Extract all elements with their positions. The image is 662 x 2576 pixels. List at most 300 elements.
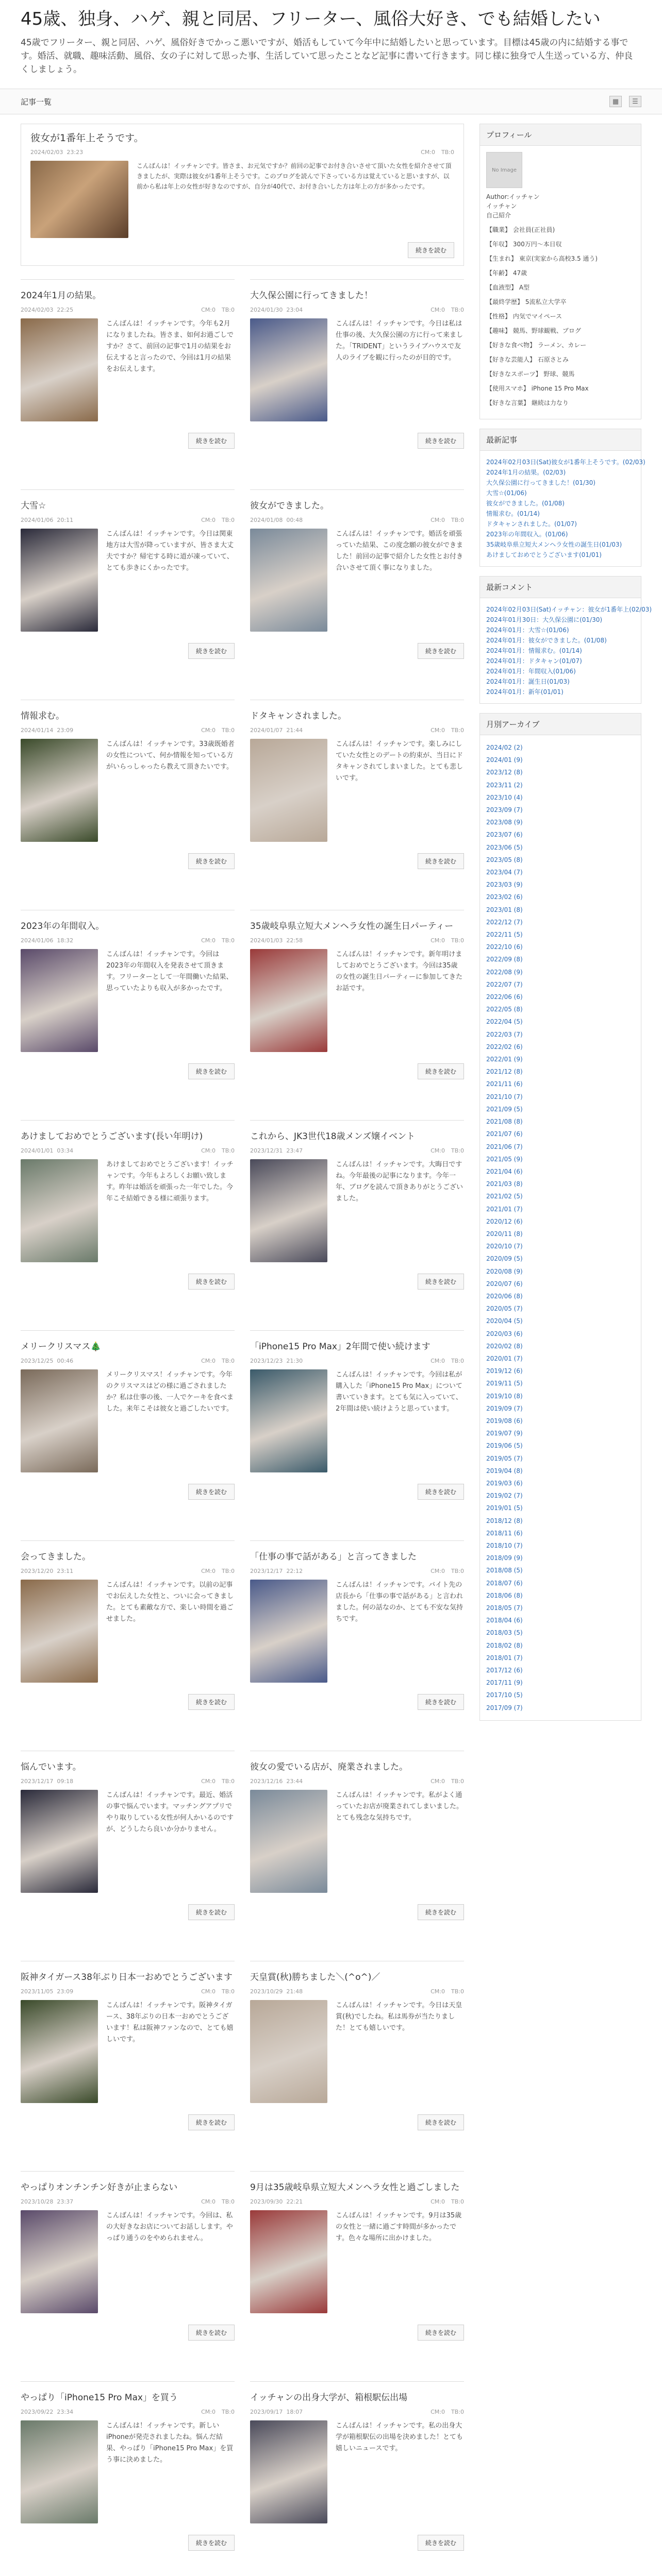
post-date: 2023/12/17 22:12 xyxy=(250,1568,303,1574)
comment-count[interactable]: CM:0 xyxy=(431,1988,445,1995)
archives-link[interactable]: 2019/01 (5) xyxy=(486,1504,523,1512)
archives-link[interactable]: 2022/10 (6) xyxy=(486,943,523,951)
post-title[interactable]: 35歳岐阜県立短大メンヘラ女性の誕生日パーティー xyxy=(250,921,454,931)
archives-link[interactable]: 2019/11 (5) xyxy=(486,1380,523,1387)
post-excerpt: こんばんは！イッチャンです。今回は私が購入した「iPhone15 Pro Max」について書いていきます。とても気に入っていて、2年間は使い続けようと思っています。 xyxy=(336,1371,462,1413)
recent-comments-link[interactable]: 2024年01月：情報求む。(01/14) xyxy=(486,647,582,654)
widget-title: プロフィール xyxy=(480,124,641,146)
archives-link[interactable]: 2023/12 (8) xyxy=(486,769,523,776)
recent-comments-link[interactable]: 2024年01月30日：大久保公園に(01/30) xyxy=(486,616,603,623)
post-thumbnail[interactable] xyxy=(250,1369,327,1472)
post-thumbnail[interactable] xyxy=(21,1369,98,1472)
trackback-count[interactable]: TB:0 xyxy=(222,1988,235,1995)
recent-comments-link[interactable]: 2024年01月：年間収入(01/06) xyxy=(486,668,576,675)
read-more-button[interactable]: 続きを読む xyxy=(418,1063,464,1079)
archives-link[interactable]: 2017/10 (5) xyxy=(486,1691,523,1699)
post-excerpt: こんばんは！イッチャンです。新しいiPhoneが発売されましたね。悩んだ結果、やっぱり「iPhone15 Pro Max」を買う事に決めました。 xyxy=(106,2422,234,2464)
recent-posts-link[interactable]: 2024年1月の結果。(02/03) xyxy=(486,469,566,476)
post-thumbnail[interactable] xyxy=(250,2420,327,2523)
post-date: 2023/12/25 00:46 xyxy=(21,1358,74,1364)
trackback-count[interactable]: TB:0 xyxy=(441,149,454,156)
comment-count[interactable]: CM:0 xyxy=(431,307,445,313)
post-date: 2023/09/17 18:07 xyxy=(250,2409,303,2415)
recent-posts-link[interactable]: 彼女ができました。(01/08) xyxy=(486,500,565,507)
post-thumbnail[interactable] xyxy=(21,1790,98,1893)
read-more-button[interactable]: 続きを読む xyxy=(418,433,464,449)
read-more-button[interactable]: 続きを読む xyxy=(188,2325,235,2341)
read-more-button[interactable]: 続きを読む xyxy=(418,1694,464,1710)
post-title[interactable]: 悩んでいます。 xyxy=(21,1762,81,1772)
read-more-button[interactable]: 続きを読む xyxy=(188,1063,235,1079)
comment-count[interactable]: CM:0 xyxy=(201,517,216,523)
post-title[interactable]: 大雪☆ xyxy=(21,501,46,511)
recent-posts-link[interactable]: あけましておめでとうございます(01/01) xyxy=(486,551,602,558)
recent-posts-link[interactable]: 2023年の年間収入。(01/06) xyxy=(486,531,568,538)
post-date: 2024/01/06 20:11 xyxy=(21,517,74,523)
post-thumbnail[interactable] xyxy=(21,529,98,632)
archives-link[interactable]: 2017/11 (9) xyxy=(486,1679,523,1687)
archives-link[interactable]: 2022/03 (7) xyxy=(486,1030,523,1038)
comment-count[interactable]: CM:0 xyxy=(431,1568,445,1574)
archives-link[interactable]: 2020/04 (5) xyxy=(486,1317,523,1325)
archives-link[interactable]: 2022/06 (6) xyxy=(486,993,523,1001)
archives-link[interactable]: 2018/01 (7) xyxy=(486,1654,523,1662)
archives-link[interactable]: 2021/01 (7) xyxy=(486,1205,523,1213)
archives-link[interactable]: 2024/02 (2) xyxy=(486,744,523,751)
post-title[interactable]: 天皇賞(秋)勝ちました＼(^o^)／ xyxy=(250,1972,380,1982)
grid-icon[interactable]: ▦ xyxy=(609,96,622,107)
read-more-button[interactable]: 続きを読む xyxy=(418,1274,464,1290)
read-more-button[interactable]: 続きを読む xyxy=(188,1694,235,1710)
post-excerpt: こんばんは！イッチャンです。婚活を頑張っていた結果、この度念願の彼女ができました！前回の記事で紹介した女性とお付き合いさせて頂く事になりました。 xyxy=(336,530,464,572)
comment-count[interactable]: CM:0 xyxy=(201,1147,216,1154)
post-excerpt: こんばんは！イッチャンです。大晦日ですね。今年最後の記事になります。今年一年、ブログを読んで頂きありがとうございました。 xyxy=(336,1161,464,1202)
archives-link[interactable]: 2018/03 (5) xyxy=(486,1629,523,1637)
post-card xyxy=(21,1120,235,1330)
recent-posts-link[interactable]: 大雪☆(01/06) xyxy=(486,489,527,497)
trackback-count[interactable]: TB:0 xyxy=(451,2409,464,2415)
trackback-count[interactable]: TB:0 xyxy=(451,307,464,313)
post-title[interactable]: あけましておめでとうございます(長い年明け) xyxy=(21,1131,203,1142)
archives-link[interactable]: 2020/01 (7) xyxy=(486,1354,523,1362)
post-date: 2023/12/20 23:11 xyxy=(21,1568,74,1574)
comment-count[interactable]: CM:0 xyxy=(431,2198,445,2205)
post-thumbnail[interactable] xyxy=(21,739,98,842)
archives-link[interactable]: 2021/03 (8) xyxy=(486,1180,523,1188)
archives-link[interactable]: 2020/05 (7) xyxy=(486,1305,523,1313)
post-meta xyxy=(21,307,235,313)
archives-link[interactable]: 2019/03 (6) xyxy=(486,1479,523,1487)
read-more-button[interactable]: 続きを読む xyxy=(188,853,235,869)
comment-count[interactable]: CM:0 xyxy=(431,727,445,734)
post-thumbnail[interactable] xyxy=(250,1790,327,1893)
content-wrap xyxy=(0,114,662,2576)
post-meta xyxy=(21,727,235,734)
archives-link[interactable]: 2023/03 (9) xyxy=(486,881,523,889)
post-thumbnail[interactable] xyxy=(21,1159,98,1262)
archives-link[interactable]: 2020/10 (7) xyxy=(486,1243,523,1250)
archives-link[interactable]: 2024/01 (9) xyxy=(486,756,523,764)
recent-comments-link[interactable]: 2024年01月：誕生日(01/03) xyxy=(486,678,570,685)
archives-link[interactable]: 2018/04 (6) xyxy=(486,1617,523,1624)
post-thumbnail[interactable] xyxy=(250,318,327,421)
post-card xyxy=(21,2381,235,2576)
recent-comments-link[interactable]: 2024年01月：大雪☆(01/06) xyxy=(486,626,569,634)
recent-comments-link[interactable]: 2024年01月：ドタキャン(01/07) xyxy=(486,657,582,665)
archives-link[interactable]: 2020/06 (8) xyxy=(486,1292,523,1300)
post-date: 2023/10/28 23:37 xyxy=(21,2198,74,2205)
view-toggle xyxy=(609,96,641,107)
site-description: 45歳でフリーター、親と同居、ハゲ、風俗好きでかっこ悪いですが、婚活もしていて今年中に結婚したいと思っています。目標は45歳の内に結婚する事です。婚活、就職、趣味活動、風俗、女の子に対して思った事、生活していて思ったことなど記事に書いて行きます。同じ様に独身で人生送っている方、仲良くしましょう。 xyxy=(21,38,633,75)
read-more-button[interactable]: 続きを読む xyxy=(188,1274,235,1290)
comment-count[interactable]: CM:0 xyxy=(431,517,445,523)
post-card xyxy=(21,279,235,489)
post-excerpt: こんばんは！イッチャンです。今日は関東地方は大雪が降っていますが、皆さま大丈夫ですか？帰宅する時に道が凍っていて、とても歩きにくかったです。 xyxy=(106,530,234,572)
comment-count[interactable]: CM:0 xyxy=(431,2409,445,2415)
featured-title[interactable]: 彼女が1番年上そうです。 xyxy=(30,132,144,144)
archives-link[interactable]: 2023/10 (4) xyxy=(486,793,523,801)
archives-link[interactable]: 2019/12 (6) xyxy=(486,1367,523,1375)
trackback-count[interactable]: TB:0 xyxy=(451,2198,464,2205)
archives-link[interactable]: 2023/04 (7) xyxy=(486,869,523,876)
archives-link[interactable]: 2021/06 (7) xyxy=(486,1143,523,1150)
post-excerpt: こんばんは！イッチャンです。私の出身大学が箱根駅伝の出場を決めました！とても嬉しいニュースです。 xyxy=(336,2422,464,2452)
archives-link[interactable]: 2018/12 (8) xyxy=(486,1517,523,1524)
recent-posts-link[interactable]: ドタキャンされました。(01/07) xyxy=(486,520,577,528)
archives-link[interactable]: 2019/10 (8) xyxy=(486,1392,523,1400)
comment-count[interactable]: CM:0 xyxy=(201,2409,216,2415)
profile-line: 【好きなスポーツ】 野球、競馬 xyxy=(486,370,575,378)
post-title[interactable]: やっぱり「iPhone15 Pro Max」を買う xyxy=(21,2393,178,2403)
trackback-count[interactable]: TB:0 xyxy=(451,1988,464,1995)
site-title[interactable]: 45歳、独身、ハゲ、親と同居、フリーター、風俗大好き、でも結婚したい xyxy=(21,9,601,29)
post-title[interactable]: 情報求む。 xyxy=(21,711,64,721)
read-more-button[interactable]: 続きを読む xyxy=(188,433,235,449)
archives-link[interactable]: 2019/07 (9) xyxy=(486,1430,523,1437)
archives-link[interactable]: 2021/02 (5) xyxy=(486,1193,523,1200)
post-title[interactable]: 阪神タイガース38年ぶり日本一おめでとうございます xyxy=(21,1972,233,1982)
navbar xyxy=(0,89,662,114)
post-meta xyxy=(250,307,464,313)
post-date: 2024/01/06 18:32 xyxy=(21,937,74,944)
post-excerpt: こんばんは！イッチャンです。私がよく通っていたお店が廃業されてしまいました。とても残念な気持ちです。 xyxy=(336,1791,464,1822)
recent-comments-link[interactable]: 2024年02月03日(Sat)イッチャン：彼女が1番年上(02/03) xyxy=(486,606,652,613)
archives-link[interactable]: 2021/07 (6) xyxy=(486,1130,523,1138)
post-thumbnail[interactable] xyxy=(250,529,327,632)
avatar: No Image xyxy=(486,152,522,188)
post-excerpt: こんばんは！イッチャンです。今日は私は仕事の後、大久保公園の方に行って来ました。「TRIDENT」というライブハウスで友人のライブを観に行ったのが目的です。 xyxy=(336,320,464,362)
post-meta xyxy=(21,1778,235,1785)
archives-link[interactable]: 2022/09 (8) xyxy=(486,956,523,963)
comment-count[interactable]: CM:0 xyxy=(201,937,216,944)
archives-link[interactable]: 2022/05 (8) xyxy=(486,1006,523,1013)
post-excerpt: こんばんは！イッチャンです。最近、婚活の事で悩んでいます。マッチングアプリでやり取りしている女性が何人かいるのですが、どうしたら良いか分かりません。 xyxy=(106,1791,234,1833)
trackback-count[interactable]: TB:0 xyxy=(222,1358,235,1364)
comment-count[interactable]: CM:0 xyxy=(201,1568,216,1574)
post-card xyxy=(250,279,464,489)
archives-link[interactable]: 2017/09 (7) xyxy=(486,1704,523,1711)
post-thumbnail[interactable] xyxy=(21,2000,98,2103)
post-thumbnail[interactable] xyxy=(250,949,327,1052)
archives-link[interactable]: 2019/04 (8) xyxy=(486,1467,523,1475)
post-thumbnail[interactable] xyxy=(250,2210,327,2313)
post-date: 2023/12/31 23:47 xyxy=(250,1147,303,1154)
post-date: 2024/01/07 21:44 xyxy=(250,727,303,734)
archives-link[interactable]: 2020/02 (8) xyxy=(486,1342,523,1350)
read-more-button[interactable]: 続きを読む xyxy=(418,2535,464,2551)
archives-link[interactable]: 2018/06 (8) xyxy=(486,1591,523,1599)
post-thumbnail[interactable] xyxy=(21,2210,98,2313)
read-more-button[interactable]: 続きを読む xyxy=(188,1484,235,1500)
archives-link[interactable]: 2018/09 (9) xyxy=(486,1554,523,1562)
trackback-count[interactable]: TB:0 xyxy=(222,2409,235,2415)
post-meta xyxy=(250,2198,464,2205)
post-excerpt: あけましておめでとうございます！イッチャンです。今年もよろしくお願い致します。昨年は婚活を頑張った一年でした。今年こそ結婚できる様に頑張ります。 xyxy=(106,1161,234,1202)
read-more-button[interactable]: 続きを読む xyxy=(418,643,464,659)
archives-link[interactable]: 2018/08 (5) xyxy=(486,1567,523,1574)
archives-link[interactable]: 2022/12 (7) xyxy=(486,918,523,926)
trackback-count[interactable]: TB:0 xyxy=(451,937,464,944)
post-title[interactable]: 彼女ができました。 xyxy=(250,501,329,511)
archives-link[interactable]: 2023/09 (7) xyxy=(486,806,523,814)
recent-posts-widget xyxy=(479,429,646,567)
post-excerpt: メリークリスマス！イッチャンです。今年のクリスマスはどの様に過ごされましたか？私は仕事の後、一人でケーキを食べました。来年こそは彼女と過ごしたいです。 xyxy=(106,1371,234,1413)
recent-comments-widget xyxy=(479,576,652,704)
profile-line: Author:イッチャン イッチャン 自己紹介 xyxy=(486,193,540,219)
recent-posts-link[interactable]: 2024年02月03日(Sat)彼女が1番年上そうです。(02/03) xyxy=(486,459,646,466)
post-meta xyxy=(250,1147,464,1154)
post-date: 2023/12/16 23:44 xyxy=(250,1778,303,1785)
post-title[interactable]: 「iPhone15 Pro Max」2年間で使い続けます xyxy=(250,1342,431,1352)
widget-title: 月別アーカイブ xyxy=(480,714,641,735)
comment-count[interactable]: CM:0 xyxy=(201,1988,216,1995)
archives-link[interactable]: 2021/09 (5) xyxy=(486,1105,523,1113)
archives-link[interactable]: 2021/10 (7) xyxy=(486,1093,523,1100)
post-title[interactable]: 2023年の年間収入。 xyxy=(21,921,105,931)
comment-count[interactable]: CM:0 xyxy=(201,1358,216,1364)
archives-link[interactable]: 2020/12 (6) xyxy=(486,1217,523,1225)
archives-link[interactable]: 2021/12 (8) xyxy=(486,1068,523,1076)
read-more-button[interactable]: 続きを読む xyxy=(188,2535,235,2551)
recent-posts-link[interactable]: 大久保公園に行ってきました！(01/30) xyxy=(486,479,595,486)
archives-link[interactable]: 2018/11 (6) xyxy=(486,1529,523,1537)
post-date: 2023/10/29 21:48 xyxy=(250,1988,303,1995)
articles-link[interactable]: 記事一覧 xyxy=(21,97,52,107)
archives-link[interactable]: 2021/11 (6) xyxy=(486,1080,523,1088)
recent-comments-link[interactable]: 2024年01月：新年(01/01) xyxy=(486,688,564,696)
archives-link[interactable]: 2020/07 (6) xyxy=(486,1280,523,1287)
trackback-count[interactable]: TB:0 xyxy=(222,2198,235,2205)
comment-count[interactable]: CM:0 xyxy=(201,727,216,734)
post-date: 2024/01/01 03:34 xyxy=(21,1147,74,1154)
main-column xyxy=(21,124,464,2576)
profile-line: 【生まれ】 東京(実家から高校3.5 通う) xyxy=(486,255,598,262)
post-title[interactable]: 2024年1月の結果。 xyxy=(21,291,102,301)
post-card xyxy=(21,489,235,700)
post-excerpt: こんばんは！イッチャンです。新年明けましておめでとうございます。今回は35歳の女性の誕生日パーティーに参加してきたお話です。 xyxy=(336,951,462,992)
post-meta xyxy=(250,1568,464,1574)
archives-link[interactable]: 2023/05 (8) xyxy=(486,856,523,863)
post-grid xyxy=(21,279,464,2576)
post-title[interactable]: 会ってきました。 xyxy=(21,1552,91,1562)
post-card xyxy=(21,1330,235,1540)
archives-link[interactable]: 2022/04 (5) xyxy=(486,1018,523,1026)
post-meta xyxy=(250,1358,464,1364)
post-title[interactable]: 大久保公園に行ってきました！ xyxy=(250,291,373,301)
recent-posts-link[interactable]: 35歳岐阜県立短大メンヘラ女性の誕生日(01/03) xyxy=(486,541,622,548)
archives-link[interactable]: 2018/02 (8) xyxy=(486,1641,523,1649)
post-title[interactable]: イッチャンの出身大学が、箱根駅伝出場 xyxy=(250,2393,408,2403)
archives-link[interactable]: 2020/09 (5) xyxy=(486,1255,523,1263)
post-date: 2023/09/22 23:34 xyxy=(21,2409,74,2415)
archives-link[interactable]: 2023/01 (8) xyxy=(486,906,523,913)
post-thumbnail[interactable] xyxy=(21,2420,98,2523)
post-card xyxy=(250,1540,464,1751)
post-meta xyxy=(21,517,235,523)
archives-link[interactable]: 2019/02 (7) xyxy=(486,1492,523,1500)
archives-link[interactable]: 2019/09 (7) xyxy=(486,1404,523,1412)
archives-link[interactable]: 2020/08 (9) xyxy=(486,1267,523,1275)
post-excerpt: こんばんは！イッチャンです。阪神タイガース、38年ぶりの日本一おめでとうございます！私は阪神ファンなので、とても嬉しいです。 xyxy=(106,2002,234,2043)
post-thumbnail[interactable] xyxy=(250,2000,327,2103)
read-more-button[interactable]: 続きを読む xyxy=(408,242,454,258)
archives-link[interactable]: 2021/05 (9) xyxy=(486,1155,523,1163)
read-more-button[interactable]: 続きを読む xyxy=(418,1904,464,1920)
comment-count[interactable]: CM:0 xyxy=(201,307,216,313)
post-excerpt: こんばんは！イッチャンです。楽しみにしていた女性とのデートの約束が、当日にドタキャンされてしまいました。とても悲しいです。 xyxy=(336,740,464,782)
archives-link[interactable]: 2022/01 (9) xyxy=(486,1056,523,1063)
post-title[interactable]: これから、JK3世代18歳メンズ嬢イベント xyxy=(250,1131,416,1142)
archives-link[interactable]: 2019/08 (6) xyxy=(486,1417,523,1425)
post-date: 2024/02/03 22:25 xyxy=(21,307,74,313)
trackback-count[interactable]: TB:0 xyxy=(222,1147,235,1154)
post-card xyxy=(250,1330,464,1540)
post-card xyxy=(21,1751,235,1961)
post-excerpt: こんばんは！イッチャンです。今回は、私の大好きなお店についてお話しします。やっぱり通うのをやめられません。 xyxy=(106,2212,233,2242)
archives-link[interactable]: 2023/07 (6) xyxy=(486,831,523,839)
archives-link[interactable]: 2023/06 (5) xyxy=(486,843,523,851)
comment-count[interactable]: CM:0 xyxy=(201,1778,216,1785)
archives-link[interactable]: 2020/11 (8) xyxy=(486,1230,523,1238)
post-meta xyxy=(21,2409,235,2415)
post-excerpt: こんばんは！イッチャンです。以前の記事でお伝えした女性と、ついに会ってきました。とても素敵な方で、楽しい時間を過ごせました。 xyxy=(106,1581,234,1623)
comment-count[interactable]: CM:0 xyxy=(431,1778,445,1785)
read-more-button[interactable]: 続きを読む xyxy=(188,2114,235,2130)
archives-link[interactable]: 2018/05 (7) xyxy=(486,1604,523,1612)
post-title[interactable]: 彼女の愛でいる店が、廃業されました。 xyxy=(250,1762,408,1772)
archives-link[interactable]: 2023/11 (2) xyxy=(486,781,523,789)
archives-link[interactable]: 2022/11 (5) xyxy=(486,931,523,939)
recent-comments-link[interactable]: 2024年01月：彼女ができました。(01/08) xyxy=(486,637,607,644)
trackback-count[interactable]: TB:0 xyxy=(451,1778,464,1785)
read-more-button[interactable]: 続きを読む xyxy=(188,643,235,659)
post-title[interactable]: やっぱりオンチンチン好きが止まらない xyxy=(21,2182,178,2193)
trackback-count[interactable]: TB:0 xyxy=(222,307,235,313)
post-meta xyxy=(21,2198,235,2205)
list-icon[interactable]: ☰ xyxy=(629,96,641,107)
trackback-count[interactable]: TB:0 xyxy=(451,1147,464,1154)
profile-line: 【使用スマホ】 iPhone 15 Pro Max xyxy=(486,385,589,392)
post-thumbnail[interactable] xyxy=(21,949,98,1052)
archives-link[interactable]: 2021/08 (8) xyxy=(486,1118,523,1126)
post-card xyxy=(250,700,464,910)
trackback-count[interactable]: TB:0 xyxy=(451,517,464,523)
sidebar xyxy=(479,124,652,2576)
post-card xyxy=(250,2171,464,2381)
recent-posts-link[interactable]: 情報求む。(01/14) xyxy=(486,510,540,517)
archives-link[interactable]: 2023/08 (9) xyxy=(486,819,523,826)
archives-link[interactable]: 2017/12 (6) xyxy=(486,1667,523,1674)
post-thumbnail[interactable] xyxy=(30,161,128,238)
read-more-button[interactable]: 続きを読む xyxy=(418,2325,464,2341)
post-excerpt: こんばんは！イッチャンです。今日は天皇賞(秋)でしたね。私は馬券が当たりました！とても嬉しいです。 xyxy=(336,2002,462,2032)
archives-link[interactable]: 2021/04 (6) xyxy=(486,1167,523,1175)
archives-link[interactable]: 2018/10 (7) xyxy=(486,1542,523,1549)
post-meta xyxy=(250,517,464,523)
post-title[interactable]: ドタキャンされました。 xyxy=(250,711,346,721)
post-thumbnail[interactable] xyxy=(250,1580,327,1683)
comment-count[interactable]: CM:0 xyxy=(431,1147,445,1154)
read-more-button[interactable]: 続きを読む xyxy=(188,1904,235,1920)
featured-post xyxy=(21,124,464,266)
archives-link[interactable]: 2023/02 (6) xyxy=(486,893,523,901)
archives-link[interactable]: 2020/03 (6) xyxy=(486,1330,523,1337)
archives-link[interactable]: 2019/06 (5) xyxy=(486,1442,523,1450)
post-thumbnail[interactable] xyxy=(21,318,98,421)
profile-line: 【最終学歴】 5流私立大学卒 xyxy=(486,298,567,306)
archives-link[interactable]: 2019/05 (7) xyxy=(486,1454,523,1462)
post-meta xyxy=(21,1147,235,1154)
read-more-button[interactable]: 続きを読む xyxy=(418,1484,464,1500)
post-thumbnail[interactable] xyxy=(21,1580,98,1683)
post-thumbnail[interactable] xyxy=(250,1159,327,1262)
post-card xyxy=(250,1751,464,1961)
post-thumbnail[interactable] xyxy=(250,739,327,842)
post-meta xyxy=(250,1778,464,1785)
archives-link[interactable]: 2022/08 (9) xyxy=(486,968,523,976)
post-excerpt: こんばんは！イッチャンです。今回は2023年の年間収入を発表させて頂きます。フリーターとして一年間働いた結果、思っていたよりも収入が多かったです。 xyxy=(106,951,233,992)
trackback-count[interactable]: TB:0 xyxy=(222,1778,235,1785)
featured-meta xyxy=(30,149,454,156)
archives-link[interactable]: 2018/07 (6) xyxy=(486,1579,523,1587)
comment-count[interactable]: CM:0 xyxy=(421,149,436,156)
trackback-count[interactable]: TB:0 xyxy=(222,1568,235,1574)
archives-link[interactable]: 2022/02 (6) xyxy=(486,1043,523,1050)
post-meta xyxy=(250,1988,464,1995)
post-title[interactable]: メリークリスマス🎄 xyxy=(21,1342,102,1352)
comment-count[interactable]: CM:0 xyxy=(431,937,445,944)
comment-count[interactable]: CM:0 xyxy=(201,2198,216,2205)
post-excerpt: こんばんは！イッチャンです。33歳既婚者の女性について、何か情報を知っている方がいらっしゃったら教えて頂きたいです。 xyxy=(106,740,235,771)
post-date: 2024/01/30 23:04 xyxy=(250,307,303,313)
post-title[interactable]: 9月は35歳岐阜県立短大メンヘラ女性と過ごしました xyxy=(250,2182,460,2193)
trackback-count[interactable]: TB:0 xyxy=(222,727,235,734)
comment-count[interactable]: CM:0 xyxy=(431,1358,445,1364)
trackback-count[interactable]: TB:0 xyxy=(222,517,235,523)
trackback-count[interactable]: TB:0 xyxy=(451,1358,464,1364)
archives-link[interactable]: 2022/07 (7) xyxy=(486,980,523,988)
read-more-button[interactable]: 続きを読む xyxy=(418,2114,464,2130)
trackback-count[interactable]: TB:0 xyxy=(222,937,235,944)
trackback-count[interactable]: TB:0 xyxy=(451,727,464,734)
post-excerpt: こんばんは！イッチャンです。バイト先の店長から「仕事の事で話がある」と言われました。何の話なのか、とても不安な気持ちです。 xyxy=(336,1581,464,1623)
read-more-button[interactable]: 続きを読む xyxy=(418,853,464,869)
post-meta xyxy=(21,937,235,944)
post-excerpt: こんばんは！イッチャンです。皆さま、お元気ですか？前回の記事でお付き合いさせて頂いた女性を紹介させて頂きましたが、実際は彼女が1番年上そうです。このブログを読んで下さっている方は覚えていると思いますが、以前から私は年上の女性が好きなのですが、自分が40代で、お付き合いした方は年上の方が多かったです。 xyxy=(137,162,452,190)
post-card xyxy=(21,700,235,910)
trackback-count[interactable]: TB:0 xyxy=(451,1568,464,1574)
post-title[interactable]: 「仕事の事で話がある」と言ってきました xyxy=(250,1552,417,1562)
